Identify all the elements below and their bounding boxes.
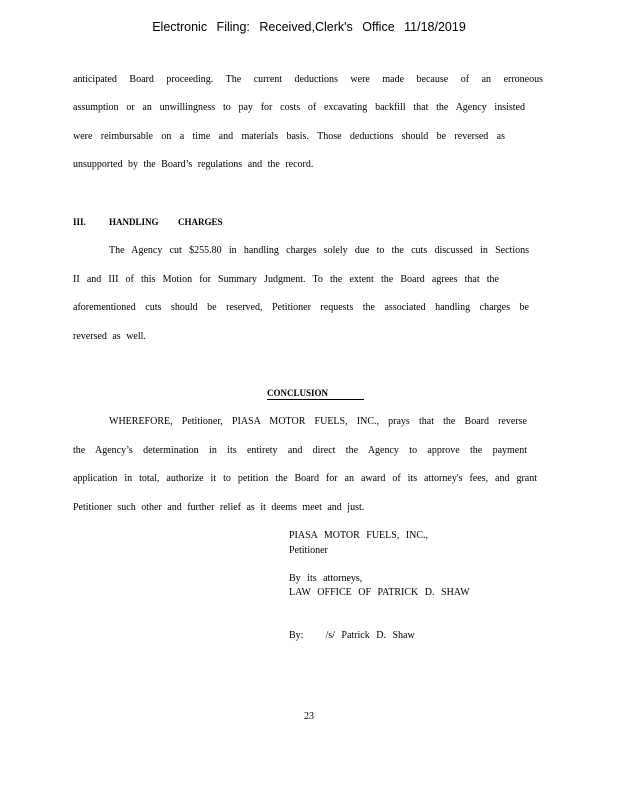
paragraph-line: anticipated Board proceeding. The current deductions were made because of an erroneous bbox=[73, 74, 543, 85]
party-name: PIASA MOTOR FUELS, INC., bbox=[289, 530, 429, 541]
filing-header: Electronic Filing: Received,Clerk's Office 11/18/2019 bbox=[152, 20, 466, 34]
signed-name: /s/ Patrick D. Shaw bbox=[325, 630, 415, 641]
paragraph-line: Petitioner such other and further relief as it deems meet and just. bbox=[73, 502, 365, 513]
party-role: Petitioner bbox=[289, 545, 328, 556]
section-number: III. bbox=[73, 217, 86, 227]
conclusion-heading: CONCLUSION bbox=[267, 388, 364, 400]
paragraph-line: the Agency’s determination in its entirety and direct the Agency to approve the payment bbox=[73, 445, 527, 456]
by-attorneys: By its attorneys, bbox=[289, 573, 363, 584]
section-title-word: CHARGES bbox=[178, 217, 223, 227]
paragraph-line: assumption or an unwillingness to pay for costs of excavating backfill that the Agency insisted bbox=[73, 102, 525, 113]
by-label: By: bbox=[289, 630, 304, 641]
section-title-word: HANDLING bbox=[109, 217, 159, 227]
page-number: 23 bbox=[304, 711, 314, 722]
law-firm: LAW OFFICE OF PATRICK D. SHAW bbox=[289, 587, 470, 598]
paragraph-line: II and III of this Motion for Summary Judgment. To the extent the Board agrees that the bbox=[73, 274, 499, 285]
paragraph-line: unsupported by the Board’s regulations and the record. bbox=[73, 159, 314, 170]
section-heading bbox=[73, 217, 223, 227]
paragraph-line: WHEREFORE, Petitioner, PIASA MOTOR FUELS, INC., prays that the Board reverse bbox=[109, 416, 527, 427]
paragraph-line: were reimbursable on a time and materials basis. Those deductions should be reversed as bbox=[73, 131, 505, 142]
paragraph-line: The Agency cut $255.80 in handling charges solely due to the cuts discussed in Sections bbox=[109, 245, 529, 256]
paragraph-line: application in total, authorize it to petition the Board for an award of its attorney's fees, and grant bbox=[73, 473, 537, 484]
paragraph-line: reversed as well. bbox=[73, 331, 146, 342]
paragraph-line: aforementioned cuts should be reserved, Petitioner requests the associated handling charges be bbox=[73, 302, 529, 313]
signature-line bbox=[289, 630, 415, 641]
